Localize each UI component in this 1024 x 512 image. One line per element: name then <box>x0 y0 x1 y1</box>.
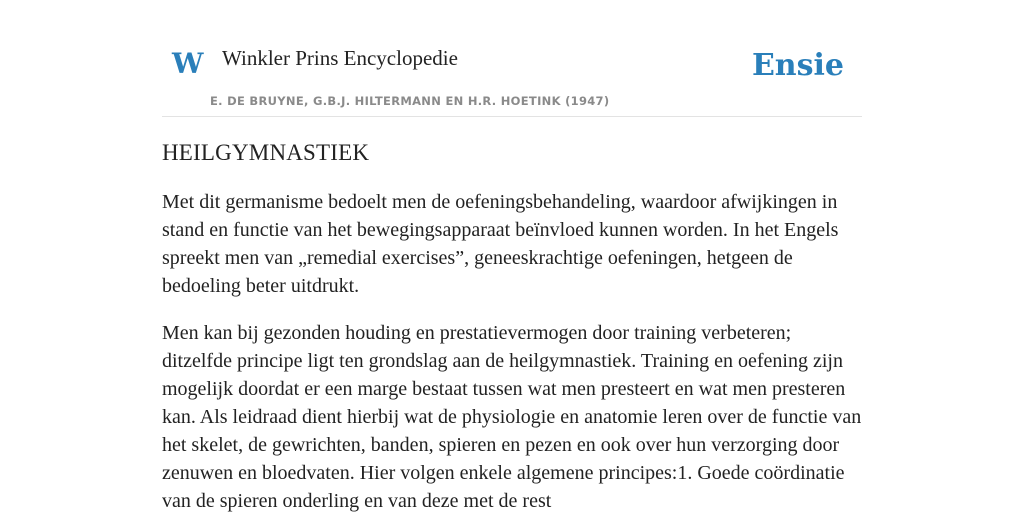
ensie-logo-link[interactable]: Ensie <box>751 48 844 83</box>
article-headword: HEILGYMNASTIEK <box>162 140 370 165</box>
site-header <box>162 0 862 117</box>
article <box>162 140 862 512</box>
source-authors: E. DE BRUYNE, G.B.J. HILTERMANN EN H.R. HOETINK (1947) <box>210 94 610 108</box>
article-paragraph-2: Men kan bij gezonden houding en prestatievermogen door training verbeteren; ditzelfde principe ligt ten grondslag aan de heilgymnastiek. Training en oefening zijn mogelijk doordat er een marge bestaat tussen wat men presteert en wat men presteren kan. Als leidraad dient hierbij wat de physiologie en anatomie leren over de functie van het skelet, de gewrichten, banden, spieren en pezen en ook over hun verzorging door zenuwen en bloedvaten. Hier volgen enkele algemene principes:1. Goede coördinatie van de spieren onderling en van deze met de rest <box>162 322 862 512</box>
source-title: Winkler Prins Encyclopedie <box>222 46 458 70</box>
winkler-prins-logo[interactable]: W <box>172 47 204 80</box>
article-paragraph-1: Met dit germanisme bedoelt men de oefeningsbehandeling, waardoor afwijkingen in stand en functie van het bewegingsapparaat beïnvloed kunnen worden. In het Engels spreekt men van „remedial exercises”, geneeskrachtige oefeningen, hetgeen de bedoeling beter uitdrukt. <box>162 191 839 297</box>
